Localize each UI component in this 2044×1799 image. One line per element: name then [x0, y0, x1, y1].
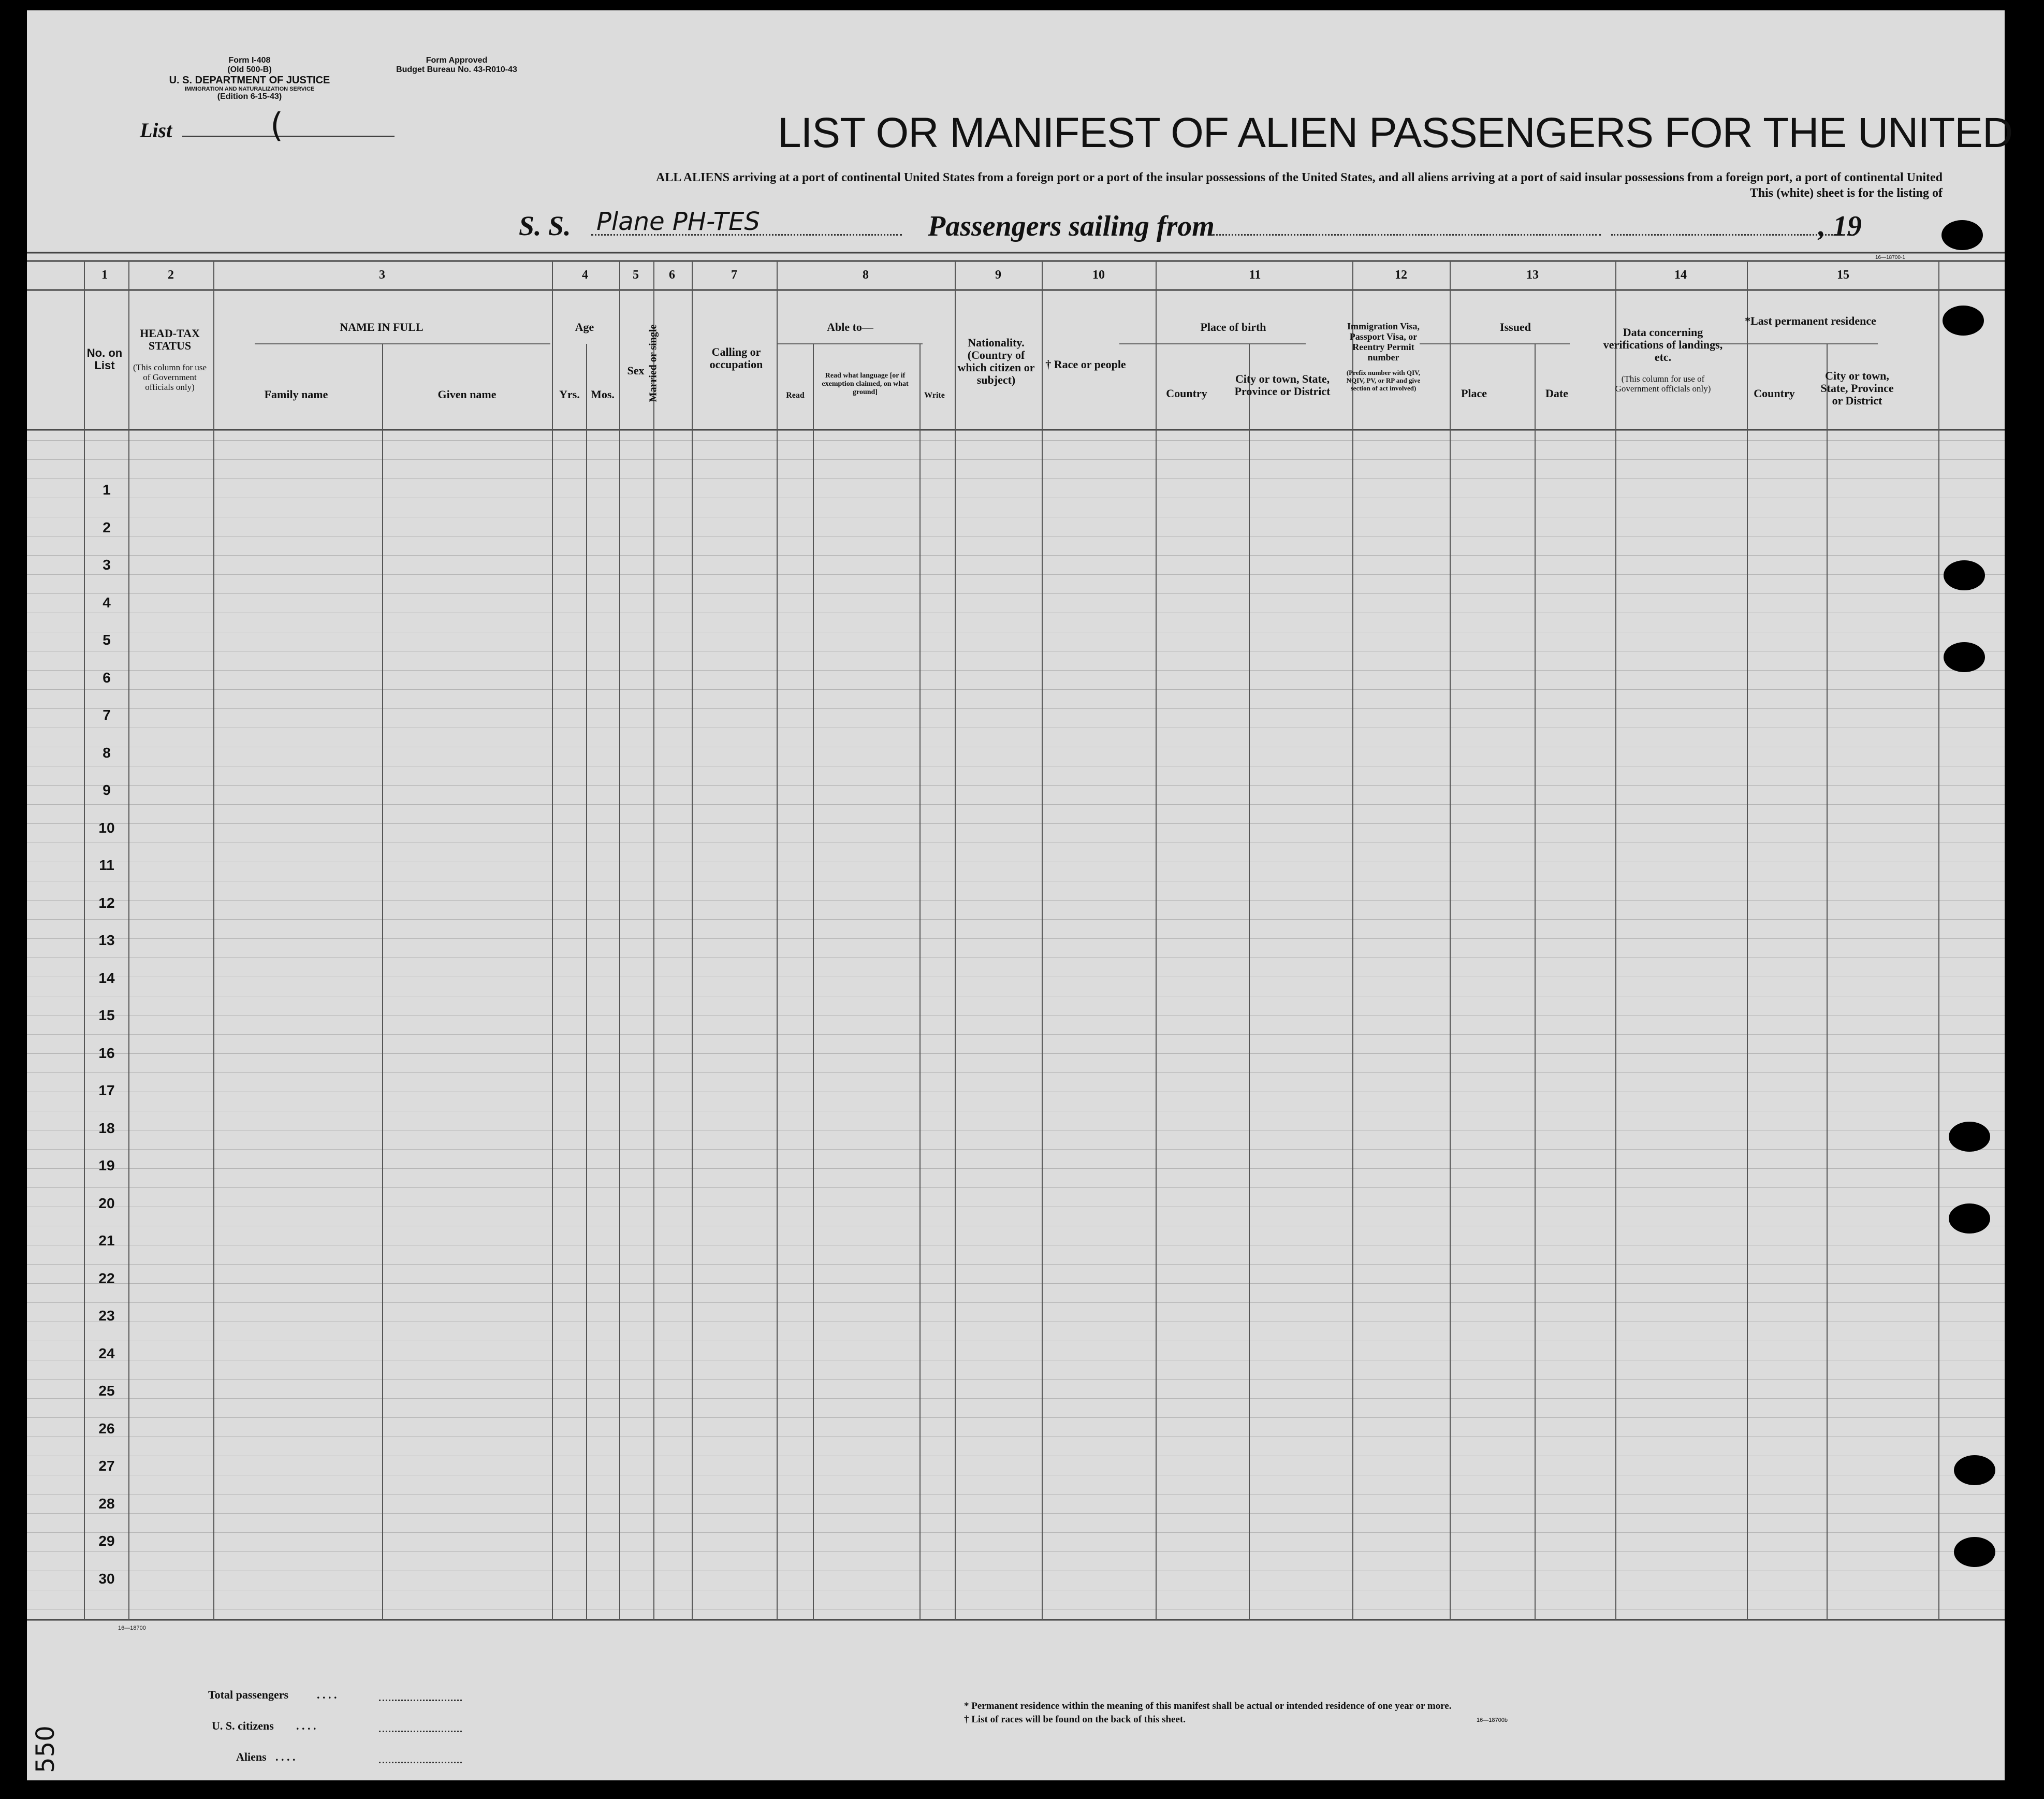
us-citizens-dots: . . . .	[296, 1719, 316, 1732]
header-birth-country: Country	[1166, 387, 1207, 400]
header-issued-date: Date	[1545, 387, 1568, 400]
punch-hole	[1954, 1537, 1995, 1567]
column-number: 4	[582, 268, 588, 282]
column-rule	[1615, 261, 1616, 1620]
row-number: 4	[103, 594, 111, 611]
aliens-label: Aliens	[236, 1750, 267, 1763]
sailing-label: Passengers sailing from	[928, 210, 1215, 242]
column-number: 13	[1526, 268, 1539, 282]
row-number: 14	[98, 969, 115, 986]
row-rule	[27, 1417, 2005, 1418]
row-rule	[27, 1551, 2005, 1552]
row-number: 1	[103, 482, 111, 498]
row-number: 7	[103, 707, 111, 723]
header-given-name: Given name	[437, 388, 497, 401]
header-verification-note: (This column for use of Government officials only)	[1615, 374, 1711, 394]
punch-hole	[1954, 1455, 1995, 1485]
row-rule	[27, 1053, 2005, 1054]
row-rule	[27, 957, 2005, 958]
row-number: 25	[98, 1383, 115, 1399]
service-name: IMMIGRATION AND NATURALIZATION SERVICE	[184, 86, 315, 92]
header-age-yrs: Yrs.	[559, 388, 580, 401]
department-name: U. S. DEPARTMENT OF JUSTICE	[169, 75, 330, 86]
header-race: † Race or people	[1045, 358, 1126, 371]
punch-hole	[1944, 642, 1985, 672]
column-number: 12	[1395, 268, 1407, 282]
column-rule	[1042, 261, 1043, 1620]
column-rule	[586, 344, 587, 1620]
column-rule	[128, 261, 129, 1620]
approval-label: Form Approved	[426, 56, 488, 65]
header-sex: Sex	[627, 364, 645, 377]
header-age-mos: Mos.	[591, 388, 615, 401]
row-rule	[27, 1283, 2005, 1284]
total-passengers-field[interactable]	[379, 1700, 462, 1701]
header-head-tax: HEAD-TAX STATUS	[140, 327, 200, 352]
row-rule	[27, 1513, 2005, 1514]
row-rule	[27, 459, 2005, 460]
row-rule	[27, 1168, 2005, 1169]
row-number: 3	[103, 557, 111, 573]
punch-hole	[1941, 220, 1983, 250]
row-rule	[27, 1532, 2005, 1533]
header-issued: Issued	[1500, 321, 1531, 333]
punch-hole	[1949, 1122, 1990, 1152]
row-rule	[27, 555, 2005, 556]
row-rule	[27, 804, 2005, 805]
row-number: 17	[98, 1082, 115, 1098]
footnote-permanent-residence: * Permanent residence within the meaning of this manifest shall be actual or intended residence of one year or more.	[964, 1701, 1452, 1711]
edition-date: (Edition 6-15-43)	[217, 92, 282, 101]
header-residence-country: Country	[1754, 387, 1795, 400]
column-rule	[619, 261, 620, 1620]
footnote-races: † List of races will be found on the back of this sheet.	[964, 1714, 1186, 1725]
column-number: 3	[379, 268, 385, 282]
table-grid	[27, 10, 2013, 1780]
header-read-language: Read what language [or if exemption claimed, on what ground]	[822, 372, 909, 396]
row-number: 12	[98, 894, 115, 911]
column-number: 2	[168, 268, 174, 282]
aliens-field[interactable]	[379, 1762, 462, 1763]
header-verification: Data concerning verifications of landings, etc.	[1603, 326, 1723, 364]
column-rule	[1938, 261, 1939, 1620]
row-number: 21	[98, 1232, 115, 1249]
row-number: 22	[98, 1270, 115, 1286]
row-rule	[27, 689, 2005, 690]
row-number: 5	[103, 632, 111, 648]
row-rule	[27, 1264, 2005, 1265]
column-rule	[777, 261, 778, 1620]
punch-hole	[1949, 1203, 1990, 1234]
row-number: 15	[98, 1007, 115, 1023]
row-rule	[27, 1149, 2005, 1150]
header-visa: Immigration Visa, Passport Visa, or Reentry Permit number	[1347, 321, 1420, 362]
row-number: 28	[98, 1495, 115, 1512]
year-label: , 19	[1818, 210, 1862, 242]
row-number: 23	[98, 1308, 115, 1324]
old-form-number: (Old 500-B)	[227, 65, 272, 74]
top-print-code: 16—18700-1	[1875, 255, 1905, 260]
column-number: 1	[101, 268, 108, 282]
column-rule	[1249, 344, 1250, 1620]
row-number: 10	[98, 819, 115, 836]
row-rule	[27, 1379, 2005, 1380]
column-rule	[955, 261, 956, 1620]
total-passengers-dots: . . . .	[317, 1688, 337, 1701]
row-rule	[27, 938, 2005, 939]
row-number: 30	[98, 1570, 115, 1587]
row-number: 18	[98, 1120, 115, 1136]
header-married-single: Married or single	[647, 324, 659, 402]
row-rule	[27, 708, 2005, 709]
column-rule	[213, 261, 214, 1620]
header-no-on-list: No. on List	[86, 346, 123, 372]
column-number: 11	[1249, 268, 1261, 282]
header-family-name: Family name	[264, 388, 328, 401]
row-number: 24	[98, 1345, 115, 1361]
column-number: 10	[1092, 268, 1105, 282]
margin-handwritten-number: 550	[31, 1725, 60, 1773]
list-handwriting: (	[270, 107, 283, 145]
row-rule	[27, 1302, 2005, 1303]
header-able-to: Able to—	[827, 321, 873, 333]
column-rule	[1450, 261, 1451, 1620]
row-number: 27	[98, 1458, 115, 1474]
row-number: 16	[98, 1044, 115, 1061]
row-number: 11	[99, 857, 114, 873]
budget-number: Budget Bureau No. 43-R010-43	[396, 65, 517, 74]
punch-hole	[1944, 560, 1985, 590]
column-rule	[552, 261, 553, 1620]
column-number: 9	[995, 268, 1001, 282]
row-number: 6	[103, 669, 111, 686]
row-number: 2	[103, 519, 111, 535]
column-rule	[653, 261, 654, 1620]
header-visa-note: (Prefix number with QIV, NQIV, PV, or RP and give section of act involved)	[1346, 369, 1421, 392]
header-read: Read	[786, 391, 805, 400]
page-title: LIST OR MANIFEST OF ALIEN PASSENGERS FOR THE UNITED	[778, 109, 2013, 156]
row-rule	[27, 670, 2005, 671]
total-passengers-label: Total passengers	[208, 1688, 289, 1701]
column-rule	[692, 261, 693, 1620]
row-number: 13	[98, 932, 115, 948]
row-rule	[27, 593, 2005, 594]
column-rule	[84, 261, 85, 1620]
punch-hole	[1943, 306, 1984, 336]
column-rule	[1352, 261, 1353, 1620]
row-number: 19	[98, 1157, 115, 1173]
header-residence-city: City or town, State, Province or District	[1820, 369, 1894, 407]
row-number: 9	[103, 782, 111, 798]
row-number: 8	[103, 744, 111, 761]
row-rule	[27, 823, 2005, 824]
row-rule	[27, 919, 2005, 920]
row-number: 26	[98, 1420, 115, 1437]
row-rule	[27, 1034, 2005, 1035]
column-rule	[1156, 261, 1157, 1620]
header-birth-city: City or town, State, Province or District	[1234, 372, 1331, 398]
column-rule	[1535, 344, 1536, 1620]
column-rule	[813, 344, 814, 1620]
row-rule	[27, 440, 2005, 441]
column-number: 15	[1837, 268, 1849, 282]
manifest-sheet	[27, 10, 2013, 1780]
header-write: Write	[924, 391, 945, 400]
column-number: 8	[863, 268, 869, 282]
row-rule	[27, 574, 2005, 575]
header-place-of-birth: Place of birth	[1200, 321, 1266, 333]
row-rule	[27, 1187, 2005, 1188]
column-rule	[382, 344, 383, 1620]
header-name-in-full: NAME IN FULL	[340, 321, 424, 333]
header-calling: Calling or occupation	[709, 345, 763, 371]
header-issued-place: Place	[1461, 387, 1487, 400]
row-rule	[27, 1072, 2005, 1073]
form-number: Form I-408	[228, 56, 271, 65]
row-number: 29	[98, 1533, 115, 1549]
row-rule	[27, 478, 2005, 479]
column-number: 14	[1674, 268, 1687, 282]
header-age: Age	[575, 321, 594, 333]
row-number: 20	[98, 1195, 115, 1211]
row-rule	[27, 900, 2005, 901]
column-number: 5	[633, 268, 639, 282]
ss-vessel-name: Plane PH-TES	[596, 207, 760, 236]
print-code-right: 16—18700b	[1477, 1717, 1508, 1723]
ss-label: S. S.	[519, 210, 571, 241]
row-rule	[27, 1494, 2005, 1495]
subtitle-line-2: This (white) sheet is for the listing of	[1749, 186, 1943, 200]
us-citizens-label: U. S. citizens	[212, 1719, 274, 1732]
column-number: 7	[731, 268, 737, 282]
column-number: 6	[669, 268, 675, 282]
subtitle-line-1: ALL ALIENS arriving at a port of continental United States from a foreign port or a port of the insular possessions of the United States, and all aliens arriving at a port of said insular possessions from a foreign port, a port of continental United	[656, 171, 1943, 184]
print-code-left: 16—18700	[118, 1625, 146, 1631]
column-rule	[1827, 344, 1828, 1620]
row-rule	[27, 1398, 2005, 1399]
list-label: List	[140, 119, 172, 142]
aliens-dots: . . . .	[275, 1750, 296, 1763]
row-rule	[27, 785, 2005, 786]
header-last-residence: *Last permanent residence	[1745, 314, 1876, 327]
header-head-tax-note: (This column for use of Government officials only)	[133, 362, 207, 392]
header-nationality: Nationality. (Country of which citizen or subject)	[957, 336, 1035, 386]
us-citizens-field[interactable]	[379, 1731, 462, 1732]
column-rule	[919, 344, 921, 1620]
column-rule	[1747, 261, 1748, 1620]
